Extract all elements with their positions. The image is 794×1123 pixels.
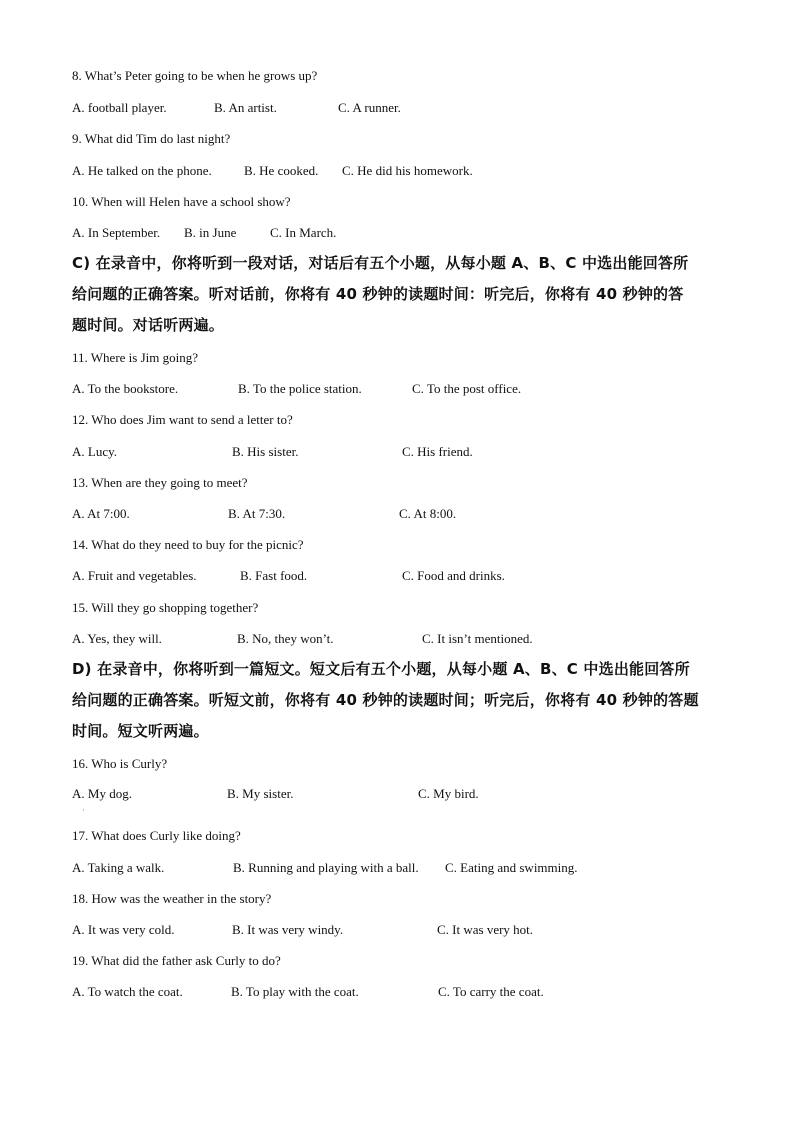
option-14c: C. Food and drinks. <box>402 568 505 583</box>
section-d-line-3: 时间。短文听两遍。 <box>72 722 209 740</box>
option-16c: C. My bird. <box>418 786 479 801</box>
option-12b: B. His sister. <box>232 444 299 459</box>
option-17b: B. Running and playing with a ball. <box>233 860 419 875</box>
option-19c: C. To carry the coat. <box>438 984 544 999</box>
section-d-line-1: D) 在录音中，你将听到一篇短文。短文后有五个小题，从每小题 A、B、C 中选出能回答所 <box>72 660 690 678</box>
option-9c: C. He did his homework. <box>342 163 473 178</box>
option-19b: B. To play with the coat. <box>231 984 359 999</box>
section-c-line-1: C) 在录音中，你将听到一段对话，对话后有五个小题，从每小题 A、B、C 中选出能回答所 <box>72 254 689 272</box>
option-11c: C. To the post office. <box>412 381 522 396</box>
question-12: 12. Who does Jim want to send a letter to? <box>72 412 293 427</box>
option-15b: B. No, they won’t. <box>237 631 334 646</box>
option-10c: C. In March. <box>270 225 337 240</box>
question-15: 15. Will they go shopping together? <box>72 600 259 615</box>
option-9b: B. He cooked. <box>244 163 319 178</box>
question-9: 9. What did Tim do last night? <box>72 131 231 146</box>
option-19a: A. To watch the coat. <box>72 984 183 999</box>
section-c-line-2: 给问题的正确答案。听对话前，你将有 40 秒钟的读题时间：听完后，你将有 40 秒钟的答 <box>72 285 684 303</box>
question-8: 8. What’s Peter going to be when he grows up? <box>72 68 318 83</box>
option-15a: A. Yes, they will. <box>72 631 162 646</box>
option-16a: A. My dog. <box>72 786 132 801</box>
option-8b: B. An artist. <box>214 100 277 115</box>
option-9a: A. He talked on the phone. <box>72 163 212 178</box>
option-15c: C. It isn’t mentioned. <box>422 631 533 646</box>
option-17a: A. Taking a walk. <box>72 860 165 875</box>
option-8c: C. A runner. <box>338 100 401 115</box>
question-16: 16. Who is Curly? <box>72 756 168 771</box>
option-18a: A. It was very cold. <box>72 922 175 937</box>
option-18c: C. It was very hot. <box>437 922 534 937</box>
option-10b: B. in June <box>184 225 237 240</box>
option-13c: C. At 8:00. <box>399 506 457 521</box>
section-d-line-2: 给问题的正确答案。听短文前，你将有 40 秒钟的读题时间；听完后，你将有 40 秒钟的答题 <box>72 691 699 709</box>
option-8a: A. football player. <box>72 100 167 115</box>
option-16b: B. My sister. <box>227 786 294 801</box>
question-13: 13. When are they going to meet? <box>72 475 248 490</box>
option-11a: A. To the bookstore. <box>72 381 179 396</box>
stray-mark: · <box>82 806 85 815</box>
section-c-instructions <box>72 248 732 341</box>
option-14b: B. Fast food. <box>240 568 308 583</box>
section-c-line-3: 题时间。对话听两遍。 <box>72 316 225 334</box>
question-17: 17. What does Curly like doing? <box>72 828 241 843</box>
option-13b: B. At 7:30. <box>228 506 286 521</box>
option-11b: B. To the police station. <box>238 381 362 396</box>
option-10a: A. In September. <box>72 225 161 240</box>
option-17c: C. Eating and swimming. <box>445 860 578 875</box>
option-12a: A. Lucy. <box>72 444 118 459</box>
question-10: 10. When will Helen have a school show? <box>72 194 291 209</box>
option-14a: A. Fruit and vegetables. <box>72 568 197 583</box>
option-13a: A. At 7:00. <box>72 506 130 521</box>
question-19: 19. What did the father ask Curly to do? <box>72 953 281 968</box>
option-12c: C. His friend. <box>402 444 473 459</box>
question-11: 11. Where is Jim going? <box>72 350 199 365</box>
option-18b: B. It was very windy. <box>232 922 344 937</box>
question-14: 14. What do they need to buy for the picnic? <box>72 537 304 552</box>
question-18: 18. How was the weather in the story? <box>72 891 272 906</box>
section-d-instructions <box>72 654 732 747</box>
